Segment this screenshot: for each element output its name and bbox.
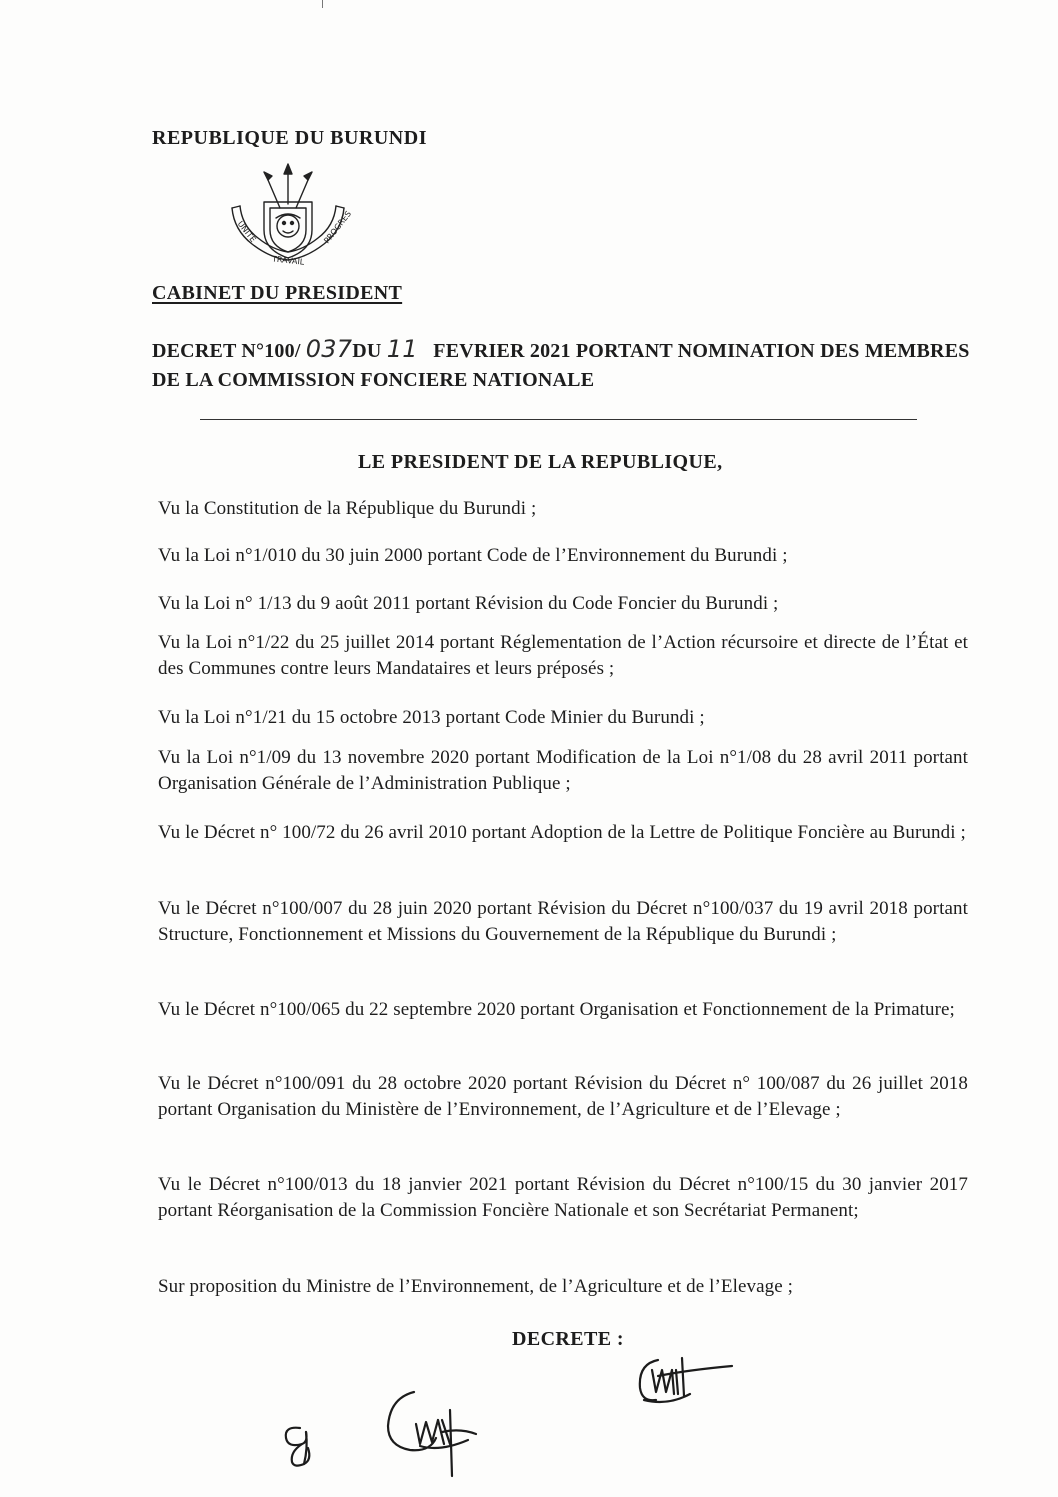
decrete-heading: DECRETE : (512, 1328, 624, 1350)
svg-text:TRAVAIL: TRAVAIL (271, 254, 305, 267)
visa-paragraph: Vu le Décret n°100/013 du 18 janvier 2021 portant Révision du Décret n°100/15 du 30 janvier 2017 portant Réorganisation de la Commission Foncière Nationale et son Secrétariat Permanent; (158, 1174, 968, 1221)
visa-paragraph: Vu le Décret n°100/007 du 28 juin 2020 portant Révision du Décret n°100/037 du 19 avril 2018 portant Structure, Fonctionnement et Missions du Gouvernement de la République du Burundi ; (158, 898, 968, 945)
visa-paragraph: Vu la Loi n°1/09 du 13 novembre 2020 portant Modification de la Loi n°1/08 du 28 avril 2011 portant Organisation Générale de l’Administration Publique ; (158, 747, 968, 794)
scan-mark (322, 0, 323, 8)
visa-paragraph: Vu le Décret n°100/065 du 22 septembre 2020 portant Organisation et Fonctionnement de la Primature; (158, 999, 955, 1020)
cabinet-heading: CABINET DU PRESIDENT (152, 282, 403, 304)
signature (380, 1380, 490, 1480)
visa-paragraph: Sur proposition du Ministre de l’Environnement, de l’Agriculture et de l’Elevage ; (158, 1276, 794, 1297)
svg-text:PROGRES: PROGRES (322, 209, 354, 246)
visa-paragraph: Vu la Loi n°1/22 du 25 juillet 2014 portant Réglementation de l’Action récursoire et directe de l’État et des Communes contre leurs Mandataires et leurs préposés ; (158, 632, 968, 679)
visa-paragraph: Vu la Constitution de la République du Burundi ; (158, 498, 537, 519)
decree-du: DU (352, 340, 382, 362)
svg-text:UNITE: UNITE (235, 219, 258, 244)
initials-signature (278, 1418, 328, 1478)
president-heading: LE PRESIDENT DE LA REPUBLIQUE, (358, 451, 723, 473)
decree-rest: FEVRIER 2021 PORTANT NOMINATION DES MEMBRES DE LA COMMISSION FONCIERE NATIONALE (152, 340, 970, 391)
title-divider (200, 419, 917, 420)
visa-paragraph: Vu le Décret n° 100/72 du 26 avril 2010 portant Adoption de la Lettre de Politique Foncière au Burundi ; (158, 822, 966, 843)
republic-heading: REPUBLIQUE DU BURUNDI (152, 127, 427, 149)
signature (628, 1348, 748, 1438)
visa-paragraph: Vu la Loi n° 1/13 du 9 août 2011 portant Révision du Code Foncier du Burundi ; (158, 593, 779, 614)
decree-title (152, 335, 972, 395)
visa-paragraph: Vu la Loi n°1/21 du 15 octobre 2013 portant Code Minier du Burundi ; (158, 707, 705, 728)
handwritten-decree-number: 037 (305, 335, 353, 363)
handwritten-decree-day: 11 (386, 335, 418, 363)
visa-paragraph: Vu la Loi n°1/010 du 30 juin 2000 portant Code de l’Environnement du Burundi ; (158, 545, 788, 566)
visa-paragraph: Vu le Décret n°100/091 du 28 octobre 2020 portant Révision du Décret n° 100/087 du 26 juillet 2018 portant Organisation du Ministère de l’Environnement, de l’Agriculture et de l’Elevage ; (158, 1073, 968, 1120)
decree-prefix: DECRET N°100/ (152, 340, 301, 362)
coat-of-arms-emblem (218, 160, 358, 270)
